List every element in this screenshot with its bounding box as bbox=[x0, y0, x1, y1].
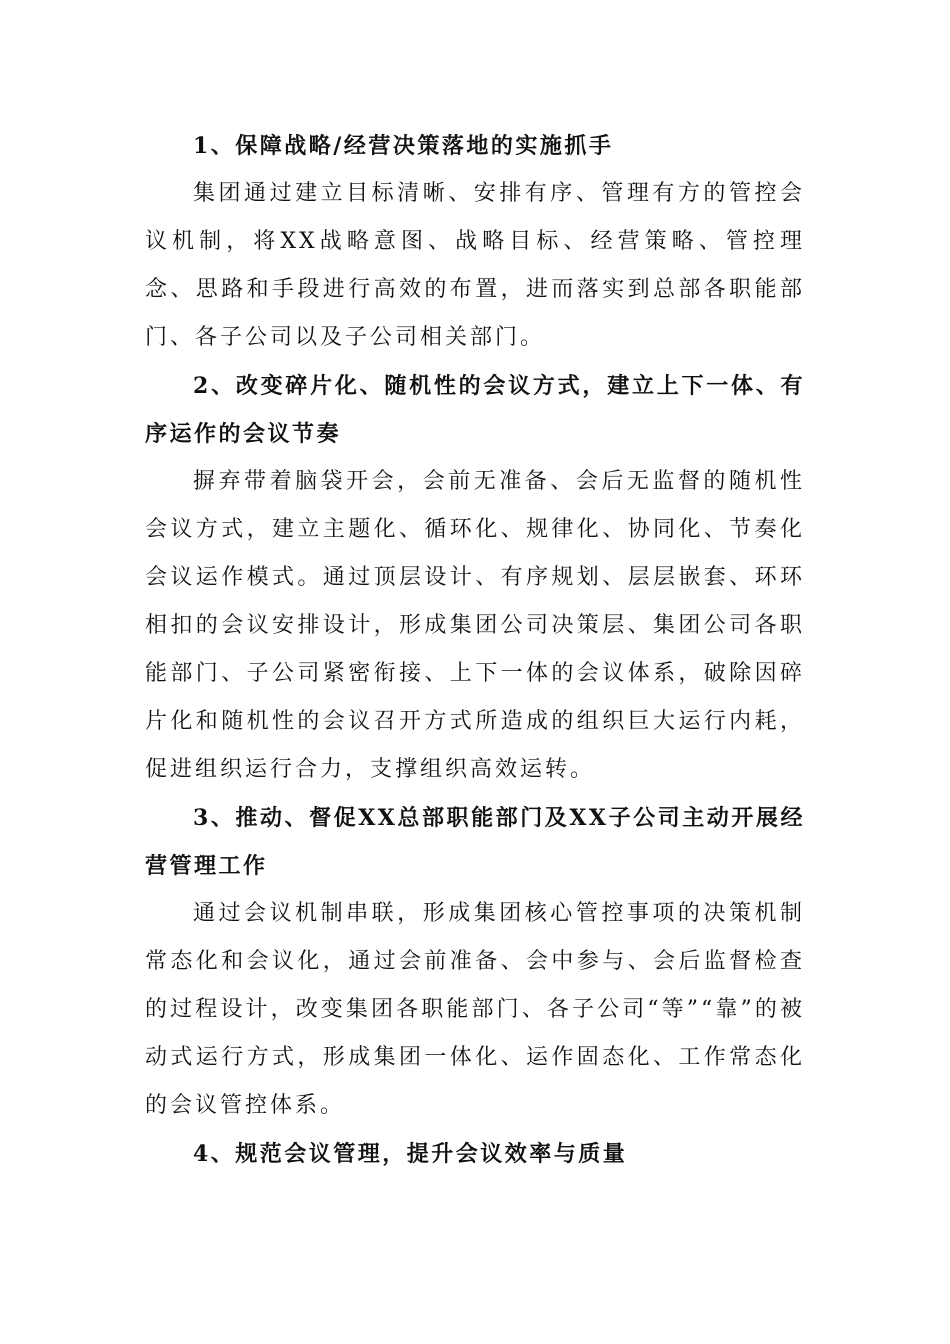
section-4-heading: 4、规范会议管理，提升会议效率与质量 bbox=[193, 1141, 628, 1167]
section-1-heading: 1、保障战略/经营决策落地的实施抓手 bbox=[193, 133, 614, 159]
section-3-heading: 3、推动、督促XX总部职能部门及XX子公司主动开展经营管理工作 bbox=[145, 805, 805, 879]
section-2-paragraph: 摒弃带着脑袋开会，会前无准备、会后无监督的随机性会议方式，建立主题化、循环化、规律化、协同化、节奏化会议运作模式。通过顶层设计、有序规划、层层嵌套、环环相扣的会议安排设计，形成集团公司决策层、集团公司各职能部门、子公司紧密衔接、上下一体的会议体系，破除因碎片化和随机性的会议召开方式所造成的组织巨大运行内耗，促进组织运行合力，支撑组织高效运转。 bbox=[145, 469, 805, 782]
document-body bbox=[145, 122, 805, 1178]
section-1-paragraph: 集团通过建立目标清晰、安排有序、管理有方的管控会议机制，将XX战略意图、战略目标、经营策略、管控理念、思路和手段进行高效的布置，进而落实到总部各职能部门、各子公司以及子公司相关部门。 bbox=[145, 181, 805, 350]
section-2-heading: 2、改变碎片化、随机性的会议方式，建立上下一体、有序运作的会议节奏 bbox=[145, 373, 805, 447]
section-3-paragraph: 通过会议机制串联，形成集团核心管控事项的决策机制常态化和会议化，通过会前准备、会中参与、会后监督检查的过程设计，改变集团各职能部门、各子公司“等”“靠”的被动式运行方式，形成集团一体化、运作固态化、工作常态化的会议管控体系。 bbox=[145, 901, 805, 1118]
